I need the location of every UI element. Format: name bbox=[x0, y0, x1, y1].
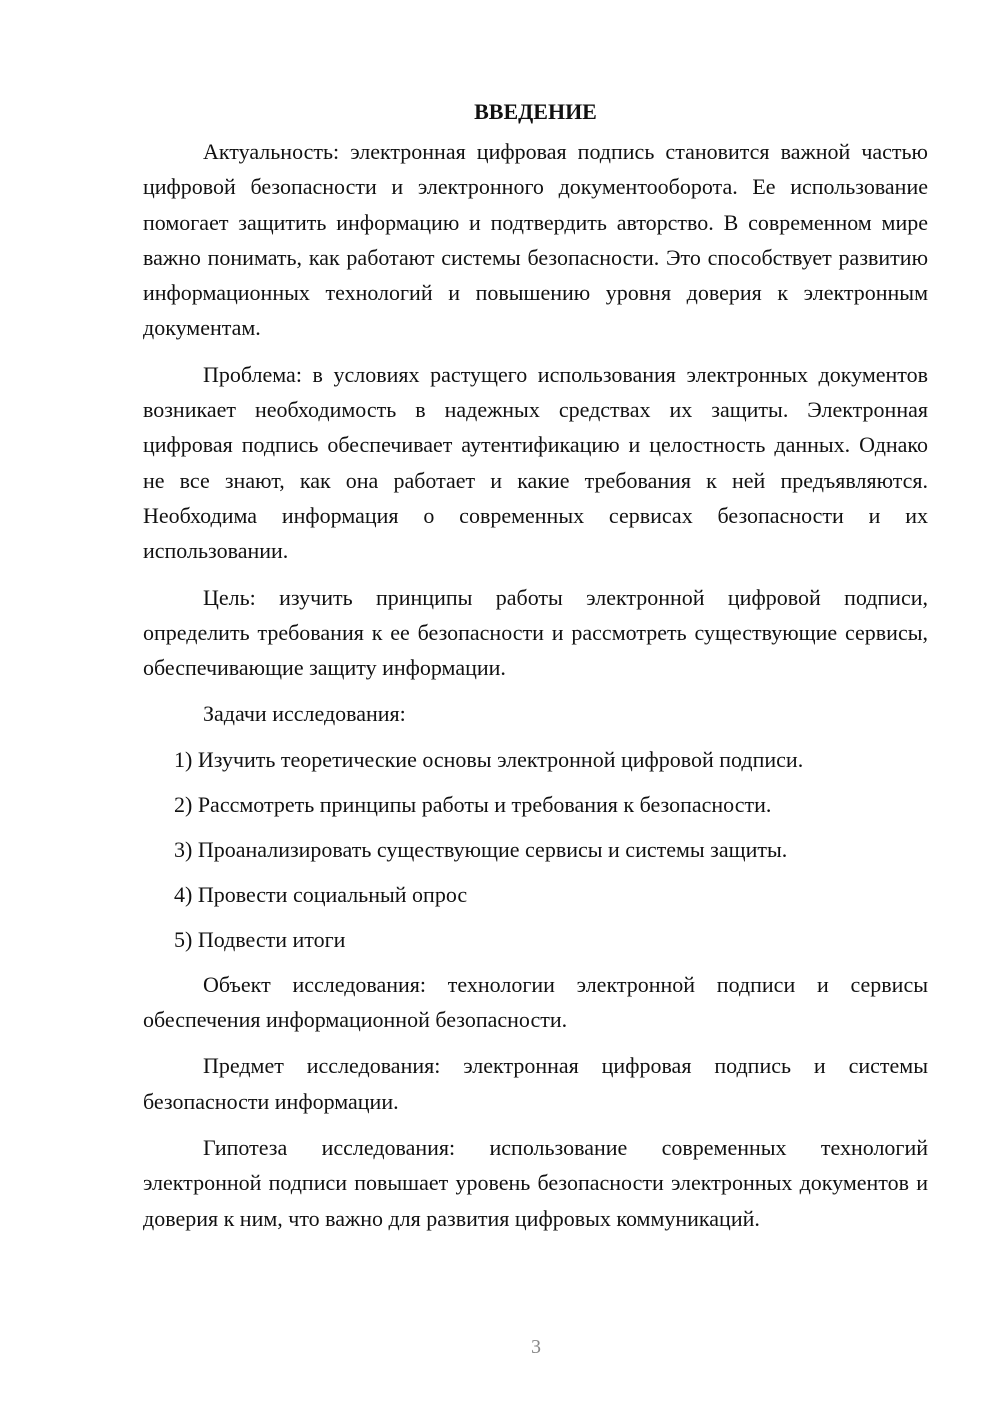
list-item: 5) Подвести итоги bbox=[174, 926, 346, 952]
goal-paragraph: Цель: изучить принципы работы электронной цифровой подписи, определить требования к ее безопасности и рассмотреть существующие сервисы, обеспечивающие защиту информации. bbox=[143, 584, 928, 681]
subject-paragraph: Предмет исследования: электронная цифровая подпись и системы безопасности информации. bbox=[143, 1053, 928, 1114]
page-title: ВВЕДЕНИЕ bbox=[474, 99, 597, 124]
tasks-list bbox=[143, 742, 928, 957]
relevance-paragraph: Актуальность: электронная цифровая подпись становится важной частью цифровой безопасности и электронного документооборота. Ее использование помогает защитить информацию и подтвердить авторство. В современном мире важно понимать, как работают системы безопасности. Это способствует развитию информационных технологий и повышению уровня доверия к электронным документам. bbox=[143, 139, 928, 341]
list-item: 4) Провести социальный опрос bbox=[174, 881, 468, 907]
page-content bbox=[143, 94, 928, 1247]
list-item: 2) Рассмотреть принципы работы и требования к безопасности. bbox=[174, 791, 772, 817]
page-number: 3 bbox=[531, 1336, 541, 1358]
object-paragraph: Объект исследования: технологии электронной подписи и сервисы обеспечения информационной безопасности. bbox=[143, 971, 928, 1033]
tasks-heading: Задачи исследования: bbox=[203, 701, 406, 727]
list-item: 3) Проанализировать существующие сервисы и системы защиты. bbox=[174, 836, 788, 862]
hypothesis-paragraph: Гипотеза исследования: использование современных технологий электронной подписи повышает уровень безопасности электронных документов и доверия к ним, что важно для развития цифровых коммуникаций. bbox=[143, 1134, 928, 1231]
problem-paragraph: Проблема: в условиях растущего использования электронных документов возникает необходимость в надежных средствах их защиты. Электронная цифровая подпись обеспечивает аутентификацию и целостность данных. Однако не все знают, как она работает и какие требования к ней предъявляются. Необходима информация о современных сервисах безопасности и их использовании. bbox=[143, 361, 928, 564]
list-item: 1) Изучить теоретические основы электронной цифровой подписи. bbox=[174, 746, 804, 772]
